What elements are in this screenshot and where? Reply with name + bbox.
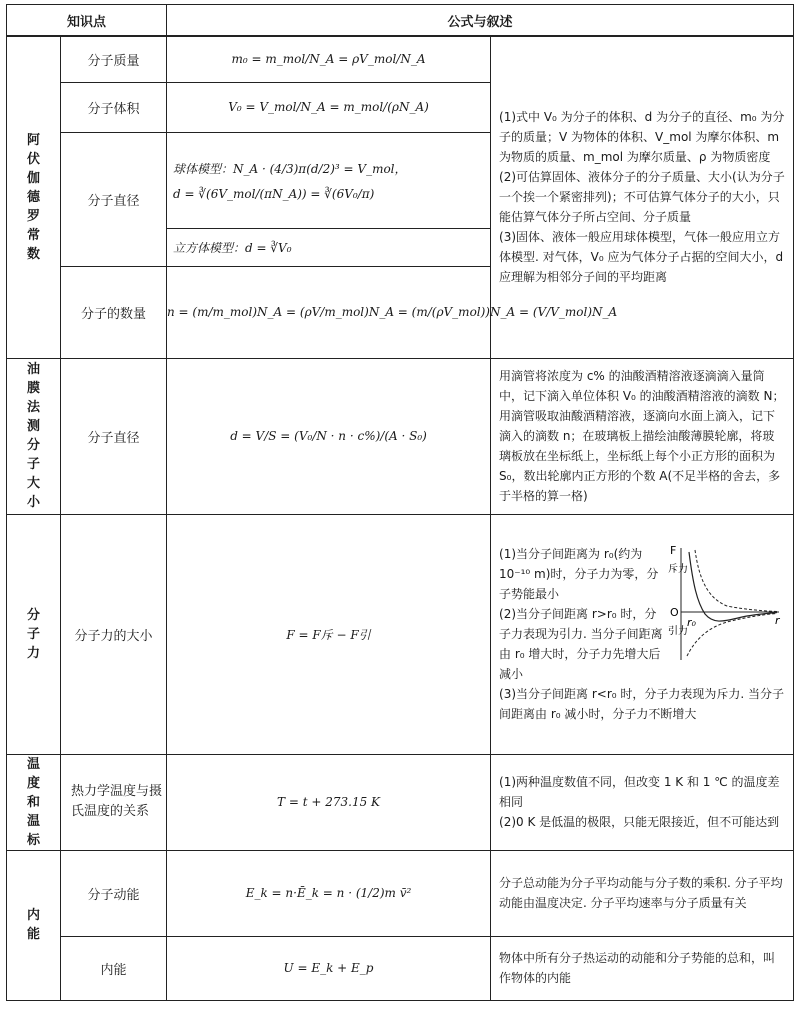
note-kinetic-energy [491, 850, 794, 936]
origin-label: O [670, 606, 679, 619]
note-molecular-force [491, 514, 794, 754]
category-oil-film: 油膜法测分子大小 [7, 358, 61, 514]
formula-sphere-model [167, 132, 491, 228]
point-molecular-mass: 分子质量 [61, 36, 167, 82]
force-distance-diagram [667, 544, 785, 664]
note-internal-energy [491, 936, 794, 1000]
formula-text: m₀ = m_mol/N_A = ρV_mol/N_A [231, 52, 426, 67]
header-formula-description: 公式与叙述 [167, 5, 794, 37]
point-oil-film-diameter: 分子直径 [61, 358, 167, 514]
table-row [7, 358, 794, 514]
note-paragraph: (2)0 K 是低温的极限，只能无限接近，但不可能达到 [499, 815, 780, 829]
category-internal-energy: 内能 [7, 850, 61, 1000]
axis-label-r: r [775, 614, 780, 627]
formula-temperature [167, 754, 491, 850]
formula-text: d = ∛(6V_mol/(πN_A)) = ∛(6V₀/π) [173, 186, 375, 201]
formula-text: d = V/S = (V₀/N · n · c%)/(A · S₀) [230, 429, 427, 443]
repulsion-curve [695, 550, 777, 612]
formula-oil-film [167, 358, 491, 514]
point-internal-energy: 内能 [61, 936, 167, 1000]
formula-molecule-count [167, 266, 618, 358]
category-temperature: 温度和温标 [7, 754, 61, 850]
formula-text: U = E_k + E_p [283, 961, 374, 975]
note-paragraph: 用滴管将浓度为 c% 的油酸酒精溶液逐滴滴入量筒中，记下滴入单位体积 V₀ 的油酸酒精溶液的滴数 N；用滴管吸取油酸酒精溶液，逐滴向水面上滴入，记下滴入的滴数 n；在玻璃板上描绘油酸薄膜轮廓，将玻璃板放在坐标纸上，坐标纸上每个小正方形的面积为 S₀，数出轮廓内正方形的个数 A(不足半格的舍去，多于半格的算一格) [499, 369, 785, 503]
net-force-curve [689, 552, 777, 621]
table-header-row [7, 5, 794, 37]
point-temperature-relation: 热力学温度与摄氏温度的关系 [61, 754, 167, 850]
table-row [7, 850, 794, 936]
attraction-label: 引力 [668, 626, 689, 637]
point-kinetic-energy: 分子动能 [61, 850, 167, 936]
note-paragraph: (3)固体、液体一般应用球体模型，气体一般应用立方体模型. 对气体，V₀ 应为气体分子占据的空间大小，d 应理解为相邻分子间的平均距离 [499, 230, 784, 285]
note-paragraph: (1)当分子间距离为 r₀(约为 10⁻¹⁰ m)时，分子力为零，分子势能最小 [499, 547, 659, 601]
header-knowledge-point: 知识点 [7, 5, 167, 37]
note-paragraph: 分子总动能为分子平均动能与分子数的乘积. 分子平均动能由温度决定. 分子平均速率与分子质量有关 [499, 876, 783, 910]
formula-text: T = t + 273.15 K [277, 795, 380, 809]
formula-text: 立方体模型：d = ∛V₀ [173, 240, 292, 255]
formula-molecular-mass [167, 36, 491, 82]
note-paragraph: (3)当分子间距离 r<r₀ 时，分子力表现为斥力. 当分子间距离由 r₀ 减小时，分子力不断增大 [499, 687, 785, 721]
table-row [7, 514, 794, 754]
table-row [7, 754, 794, 850]
repulsion-label: 斥力 [668, 564, 689, 575]
point-molecular-diameter: 分子直径 [61, 132, 167, 266]
formula-kinetic-energy [167, 850, 491, 936]
formula-text: V₀ = V_mol/N_A = m_mol/(ρN_A) [228, 100, 429, 114]
formula-internal-energy [167, 936, 491, 1000]
note-paragraph: 物体中所有分子热运动的动能和分子势能的总和，叫作物体的内能 [499, 951, 776, 985]
note-oil-film [491, 358, 794, 514]
point-molecular-volume: 分子体积 [61, 82, 167, 132]
note-paragraph: (1)两种温度数值不同，但改变 1 K 和 1 ℃ 的温度差相同 [499, 775, 780, 809]
formula-text: 球体模型：N_A · (4/3)π(d/2)³ = V_mol， [173, 161, 407, 176]
point-molecular-force: 分子力的大小 [61, 514, 167, 754]
table-row [7, 36, 794, 82]
axis-label-f: F [670, 544, 677, 557]
note-paragraph: (2)可估算固体、液体分子的分子质量、大小(认为分子一个挨一个紧密排列)；不可估算气体分子的大小，只能估算气体分子所占空间、分子质量 [499, 170, 785, 225]
knowledge-table [6, 4, 794, 1001]
formula-cube-model [167, 228, 491, 266]
formula-text: E_k = n·Ē_k = n · (1/2)m v̄² [245, 886, 412, 900]
formula-text: n = (m/m_mol)N_A = (ρV/m_mol)N_A = (m/(ρV_mol))N_A = (V/V_mol)N_A [167, 305, 618, 319]
category-molecular-force: 分子力 [7, 514, 61, 754]
category-avogadro: 阿伏伽德罗常数 [7, 36, 61, 358]
formula-molecular-volume [167, 82, 491, 132]
note-paragraph: (2)当分子间距离 r>r₀ 时，分子力表现为引力. 当分子间距离由 r₀ 增大时，分子力先增大后减小 [499, 607, 663, 681]
formula-text: F = F斥 − F引 [286, 627, 371, 642]
point-molecule-count: 分子的数量 [61, 266, 167, 358]
table-row [7, 936, 794, 1000]
note-paragraph: (1)式中 V₀ 为分子的体积、d 为分子的直径、m₀ 为分子的质量；V 为物体的体积、V_mol 为摩尔体积、m 为物质的质量、m_mol 为摩尔质量、ρ 为物质密度 [499, 110, 785, 165]
knowledge-table-page [6, 4, 793, 1028]
formula-molecular-force [167, 514, 491, 754]
note-temperature [491, 754, 794, 850]
r0-label: r₀ [687, 616, 696, 629]
